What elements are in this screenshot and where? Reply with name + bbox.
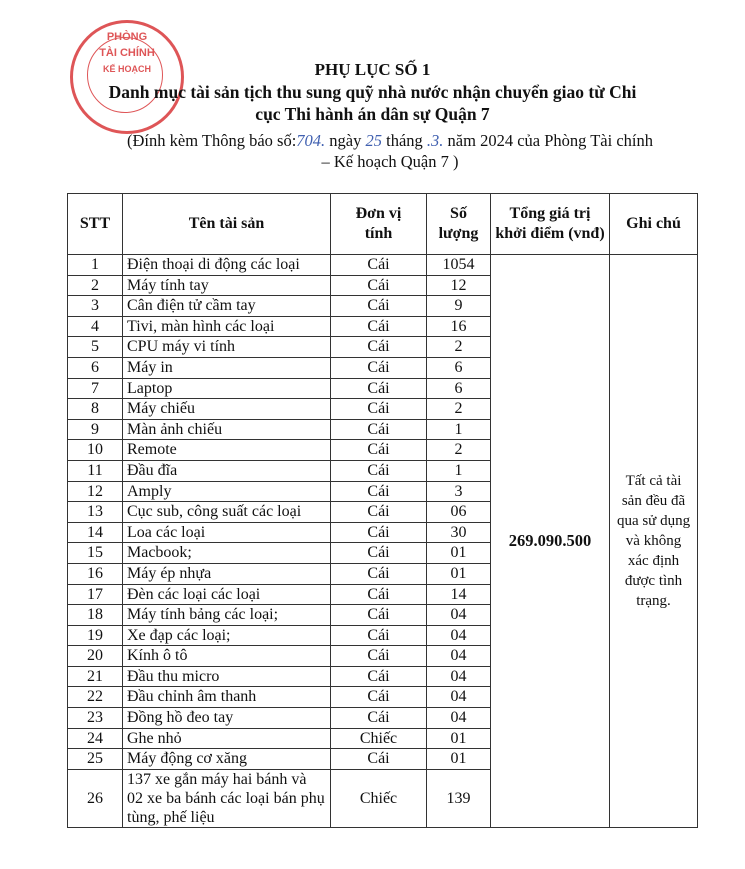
cell-unit: Cái	[331, 522, 427, 543]
cell-stt: 18	[68, 605, 123, 626]
cell-stt: 5	[68, 337, 123, 358]
cell-stt: 23	[68, 708, 123, 729]
cell-qty: 04	[427, 646, 491, 667]
red-seal-stamp: PHÒNG TÀI CHÍNH KẾ HOẠCH	[70, 20, 184, 134]
cell-unit: Cái	[331, 666, 427, 687]
cell-name: 137 xe gắn máy hai bánh và 02 xe ba bánh các loại bán phụ tùng, phế liệu	[123, 769, 331, 827]
cell-unit: Cái	[331, 749, 427, 770]
cell-stt: 3	[68, 296, 123, 317]
cell-unit: Cái	[331, 316, 427, 337]
cell-stt: 6	[68, 357, 123, 378]
cell-qty: 04	[427, 605, 491, 626]
cell-unit: Chiếc	[331, 728, 427, 749]
cell-unit: Cái	[331, 255, 427, 276]
cell-stt: 2	[68, 275, 123, 296]
cell-qty: 01	[427, 543, 491, 564]
cell-stt: 11	[68, 460, 123, 481]
cell-stt: 14	[68, 522, 123, 543]
cell-name: Máy ép nhựa	[123, 563, 331, 584]
cell-stt: 17	[68, 584, 123, 605]
cell-qty: 2	[427, 337, 491, 358]
cell-unit: Cái	[331, 440, 427, 461]
note-cell: Tất cả tài sản đều đã qua sử dụng và không xác định được tình trạng.	[610, 255, 698, 828]
asset-table	[67, 193, 698, 828]
cell-name: Xe đạp các loại;	[123, 625, 331, 646]
cell-name: Máy tính tay	[123, 275, 331, 296]
cell-unit: Cái	[331, 646, 427, 667]
cell-unit: Cái	[331, 275, 427, 296]
total-value-cell: 269.090.500	[491, 255, 610, 828]
col-note: Ghi chú	[610, 194, 698, 255]
cell-unit: Cái	[331, 460, 427, 481]
cell-name: CPU máy vi tính	[123, 337, 331, 358]
cell-stt: 7	[68, 378, 123, 399]
cell-unit: Cái	[331, 708, 427, 729]
cell-unit: Cái	[331, 563, 427, 584]
cell-qty: 1054	[427, 255, 491, 276]
col-qty: Số lượng	[427, 194, 491, 255]
cell-qty: 01	[427, 728, 491, 749]
table-header-row	[68, 194, 698, 255]
cell-unit: Chiếc	[331, 769, 427, 827]
cell-name: Máy tính bảng các loại;	[123, 605, 331, 626]
notice-month: .3.	[426, 131, 444, 150]
cell-stt: 1	[68, 255, 123, 276]
cell-name: Đồng hồ đeo tay	[123, 708, 331, 729]
cell-stt: 13	[68, 502, 123, 523]
notice-day: 25	[365, 131, 382, 150]
col-stt: STT	[68, 194, 123, 255]
cell-qty: 04	[427, 687, 491, 708]
cell-stt: 15	[68, 543, 123, 564]
cell-unit: Cái	[331, 419, 427, 440]
col-name: Tên tài sản	[123, 194, 331, 255]
cell-name: Máy động cơ xăng	[123, 749, 331, 770]
cell-stt: 25	[68, 749, 123, 770]
cell-name: Amply	[123, 481, 331, 502]
cell-qty: 30	[427, 522, 491, 543]
cell-name: Máy chiếu	[123, 399, 331, 420]
cell-qty: 06	[427, 502, 491, 523]
cell-qty: 01	[427, 563, 491, 584]
cell-stt: 4	[68, 316, 123, 337]
cell-unit: Cái	[331, 357, 427, 378]
appendix-title: PHỤ LỤC SỐ 1	[314, 60, 431, 79]
document-title-line2: cục Thi hành án dân sự Quận 7	[255, 104, 490, 124]
cell-qty: 1	[427, 419, 491, 440]
cell-qty: 14	[427, 584, 491, 605]
cell-stt: 8	[68, 399, 123, 420]
cell-qty: 6	[427, 357, 491, 378]
document-title-line1: Danh mục tài sản tịch thu sung quỹ nhà nước nhận chuyển giao từ Chi	[108, 82, 637, 102]
cell-qty: 01	[427, 749, 491, 770]
cell-stt: 22	[68, 687, 123, 708]
cell-qty: 04	[427, 708, 491, 729]
cell-stt: 9	[68, 419, 123, 440]
cell-name: Đầu đĩa	[123, 460, 331, 481]
cell-qty: 2	[427, 440, 491, 461]
cell-qty: 1	[427, 460, 491, 481]
cell-name: Remote	[123, 440, 331, 461]
margin-stamp-mark	[715, 270, 737, 370]
cell-name: Đèn các loại các loại	[123, 584, 331, 605]
cell-stt: 26	[68, 769, 123, 827]
cell-name: Máy in	[123, 357, 331, 378]
col-unit: Đơn vị tính	[331, 194, 427, 255]
cell-qty: 12	[427, 275, 491, 296]
cell-name: Cân điện tử cầm tay	[123, 296, 331, 317]
cell-name: Tivi, màn hình các loại	[123, 316, 331, 337]
cell-stt: 19	[68, 625, 123, 646]
col-total-value: Tổng giá trị khởi điểm (vnđ)	[491, 194, 610, 255]
cell-name: Macbook;	[123, 543, 331, 564]
cell-stt: 16	[68, 563, 123, 584]
cell-qty: 04	[427, 666, 491, 687]
cell-name: Loa các loại	[123, 522, 331, 543]
cell-unit: Cái	[331, 337, 427, 358]
cell-qty: 6	[427, 378, 491, 399]
cell-qty: 139	[427, 769, 491, 827]
cell-qty: 3	[427, 481, 491, 502]
cell-unit: Cái	[331, 399, 427, 420]
cell-qty: 9	[427, 296, 491, 317]
cell-stt: 10	[68, 440, 123, 461]
cell-name: Màn ảnh chiếu	[123, 419, 331, 440]
cell-unit: Cái	[331, 584, 427, 605]
cell-stt: 24	[68, 728, 123, 749]
cell-name: Ghe nhỏ	[123, 728, 331, 749]
cell-name: Đầu thu micro	[123, 666, 331, 687]
notice-number: 704.	[296, 131, 326, 150]
cell-name: Cục sub, công suất các loại	[123, 502, 331, 523]
cell-unit: Cái	[331, 296, 427, 317]
cell-qty: 2	[427, 399, 491, 420]
cell-stt: 21	[68, 666, 123, 687]
attachment-note: (Đính kèm Thông báo số:704. ngày 25 tháng .3. năm 2024 của Phòng Tài chính – Kế hoạch Quận 7 )	[127, 131, 653, 171]
cell-unit: Cái	[331, 378, 427, 399]
cell-qty: 16	[427, 316, 491, 337]
cell-unit: Cái	[331, 543, 427, 564]
cell-unit: Cái	[331, 502, 427, 523]
cell-stt: 12	[68, 481, 123, 502]
cell-unit: Cái	[331, 605, 427, 626]
cell-name: Đầu chỉnh âm thanh	[123, 687, 331, 708]
cell-unit: Cái	[331, 687, 427, 708]
table-row	[68, 255, 698, 276]
cell-unit: Cái	[331, 481, 427, 502]
cell-qty: 04	[427, 625, 491, 646]
cell-unit: Cái	[331, 625, 427, 646]
cell-stt: 20	[68, 646, 123, 667]
cell-name: Laptop	[123, 378, 331, 399]
cell-name: Kính ô tô	[123, 646, 331, 667]
cell-name: Điện thoại di động các loại	[123, 255, 331, 276]
